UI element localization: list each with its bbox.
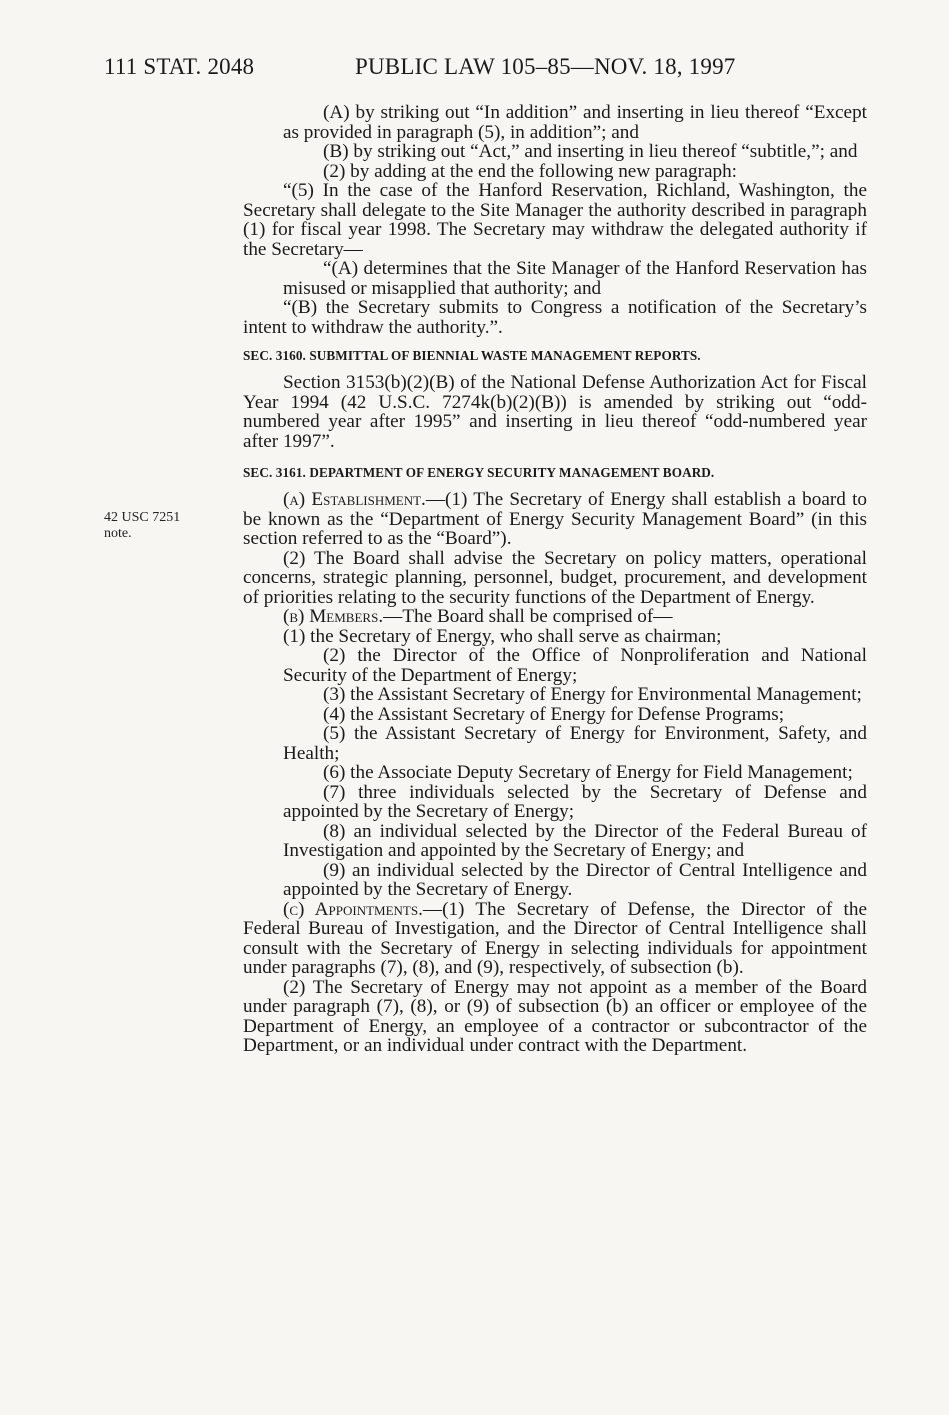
margin-note-citation: 42 USC 7251: [104, 510, 181, 525]
member-6: (6) the Associate Deputy Secretary of Energy for Field Management;: [323, 762, 853, 783]
paragraph-A: (A) by striking out “In addition” and inserting in lieu thereof “Except as provided in paragraph (5), in addition”; and: [283, 102, 867, 143]
margin-note: [104, 510, 180, 542]
section-3161-heading: SEC. 3161. DEPARTMENT OF ENERGY SECURITY MANAGEMENT BOARD.: [243, 465, 715, 480]
paragraph-2: (2) by adding at the end the following new paragraph:: [323, 160, 738, 182]
subsection-b-label: (b) Members.: [283, 606, 384, 627]
subsection-a-1: [243, 490, 867, 549]
subsection-a-label: (a) Establishment.: [283, 489, 426, 510]
subsection-c-1: [243, 900, 867, 978]
member-4: (4) the Assistant Secretary of Energy for Defense Programs;: [323, 703, 785, 725]
paragraph-5-quoted: “(5) In the case of the Hanford Reservation, Richland, Washington, the Secretary shall delegate to the Site Manager the authority described in paragraph (1) for fiscal year 1998. The Secretary may withdraw the delegated authority if the Secretary—: [243, 180, 867, 260]
subsection-a-1-text: —(1) The Secretary of Energy shall establish a board to be known as the “Department of Energy Security Management Board” (in this section referred to as the “Board”).: [243, 489, 867, 549]
section-3160-heading: SEC. 3160. SUBMITTAL OF BIENNIAL WASTE MANAGEMENT REPORTS.: [243, 348, 701, 363]
member-9: (9) an individual selected by the Director of Central Intelligence and appointed by the Secretary of Energy.: [283, 859, 867, 900]
member-7: (7) three individuals selected by the Secretary of Defense and appointed by the Secretary of Energy;: [283, 781, 867, 822]
subsection-b-text: —The Board shall be comprised of—: [383, 606, 673, 627]
member-8: (8) an individual selected by the Director of the Federal Bureau of Investigation and appointed by the Secretary of Energy; and: [283, 820, 867, 861]
subsection-c-2: (2) The Secretary of Energy may not appoint as a member of the Board under paragraph (7), (8), or (9) of subsection (b) an officer or employee of the Department of Energy, an employee of a contractor or subcontractor of the Department, or an individual under contract with the Department.: [243, 976, 867, 1056]
member-5: (5) the Assistant Secretary of Energy for Environment, Safety, and Health;: [283, 723, 867, 764]
member-2: (2) the Director of the Office of Nonproliferation and National Security of the Department of Energy;: [283, 645, 867, 686]
subsection-c-label: (c) Appointments.: [283, 898, 423, 920]
member-3: (3) the Assistant Secretary of Energy for Environmental Management;: [323, 684, 862, 705]
public-law-title: PUBLIC LAW 105–85—NOV. 18, 1997: [355, 54, 736, 79]
subsection-a-2: (2) The Board shall advise the Secretary on policy matters, operational concerns, strategic planning, personnel, budget, procurement, and development of priorities relating to the security functions of the Department of Energy.: [243, 547, 867, 608]
paragraph-B: (B) by striking out “Act,” and inserting in lieu thereof “subtitle,”; and: [323, 141, 858, 162]
document-body: [243, 103, 867, 1056]
paragraph-quoted-A: “(A) determines that the Site Manager of the Hanford Reservation has misused or misapplied that authority; and: [283, 258, 867, 299]
subsection-c-1-text: —(1) The Secretary of Defense, the Director of the Federal Bureau of Investigation, and the Director of Central Intelligence shall consult with the Secretary of Energy in selecting individuals for appointment under paragraphs (7), (8), and (9), respectively, of subsection (b).: [243, 898, 867, 978]
paragraph-quoted-B: “(B) the Secretary submits to Congress a notification of the Secretary’s intent to withdraw the authority.”.: [243, 297, 867, 338]
page-header: [104, 54, 764, 84]
statute-page-number: 111 STAT. 2048: [104, 54, 255, 79]
section-3160-text: Section 3153(b)(2)(B) of the National Defense Authorization Act for Fiscal Year 1994 (42 U.S.C. 7274k(b)(2)(B)) is amended by striking out “odd-numbered year after 1995” and inserting in lieu thereof “odd-numbered year after 1997”.: [243, 372, 867, 452]
subsection-b: [243, 607, 867, 627]
margin-note-label: note.: [104, 526, 132, 541]
member-1: (1) the Secretary of Energy, who shall serve as chairman;: [283, 625, 722, 647]
